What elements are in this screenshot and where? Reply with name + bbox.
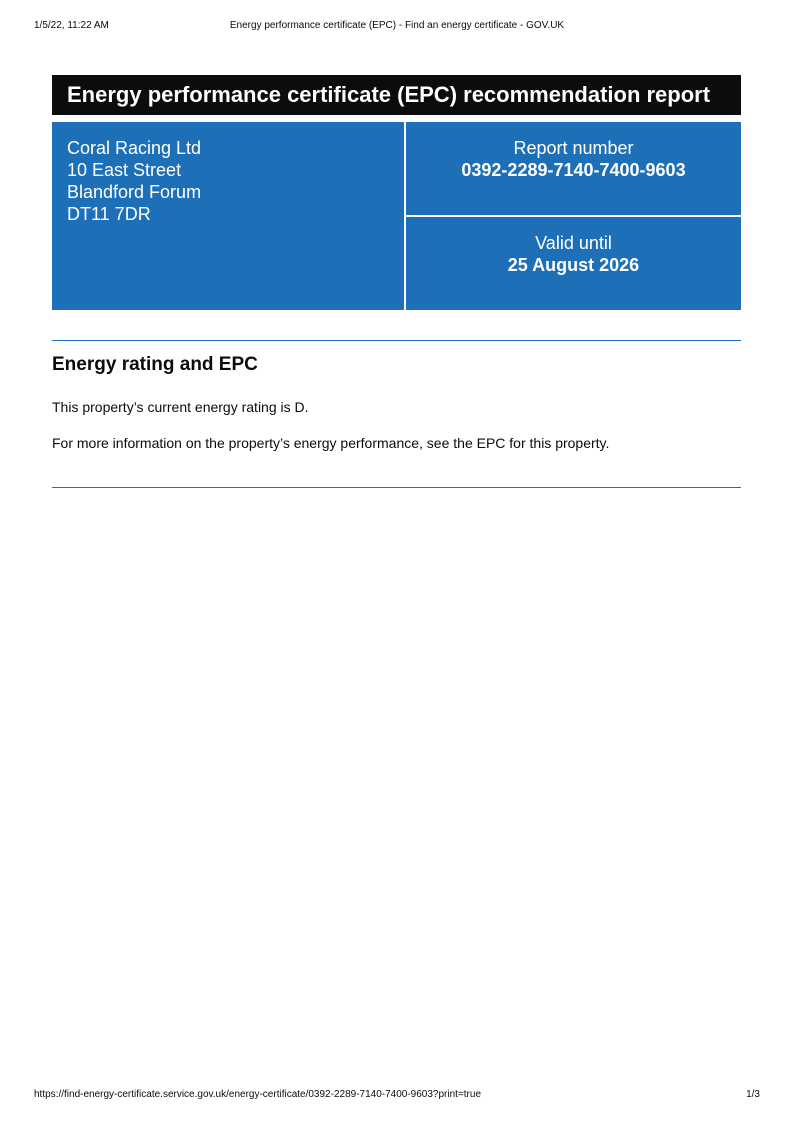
section-divider-top xyxy=(52,340,741,341)
report-title: Energy performance certificate (EPC) recommendation report xyxy=(52,75,741,115)
print-date: 1/5/22, 11:22 AM xyxy=(34,20,109,31)
valid-until-value: 25 August 2026 xyxy=(507,255,640,275)
print-footer xyxy=(34,1088,760,1102)
address-line-1: Coral Racing Ltd xyxy=(67,138,202,158)
report-number-cell xyxy=(406,122,741,215)
report-summary-panel xyxy=(52,122,741,310)
print-document-title: Energy performance certificate (EPC) - Find an energy certificate - GOV.UK xyxy=(229,20,565,31)
section-divider-bottom xyxy=(52,487,741,488)
address-line-3: Blandford Forum xyxy=(67,182,202,202)
report-number-value: 0392-2289-7140-7400-9603 xyxy=(461,160,686,180)
energy-rating-text: This property’s current energy rating is D. xyxy=(52,399,309,415)
valid-until-cell xyxy=(406,217,741,310)
property-address xyxy=(52,122,404,310)
print-url: https://find-energy-certificate.service.gov.uk/energy-certificate/0392-2289-7140-7400-9603?print=true xyxy=(34,1089,482,1100)
page-number: 1/3 xyxy=(746,1089,760,1100)
energy-rating-heading: Energy rating and EPC xyxy=(52,354,258,375)
report-number-label: Report number xyxy=(513,138,634,158)
address-line-2: 10 East Street xyxy=(67,160,182,180)
valid-until-label: Valid until xyxy=(535,233,612,253)
print-header xyxy=(34,19,760,33)
epc-info-text: For more information on the property’s energy performance, see the EPC for this property. xyxy=(52,435,610,451)
address-line-4: DT11 7DR xyxy=(67,204,151,224)
